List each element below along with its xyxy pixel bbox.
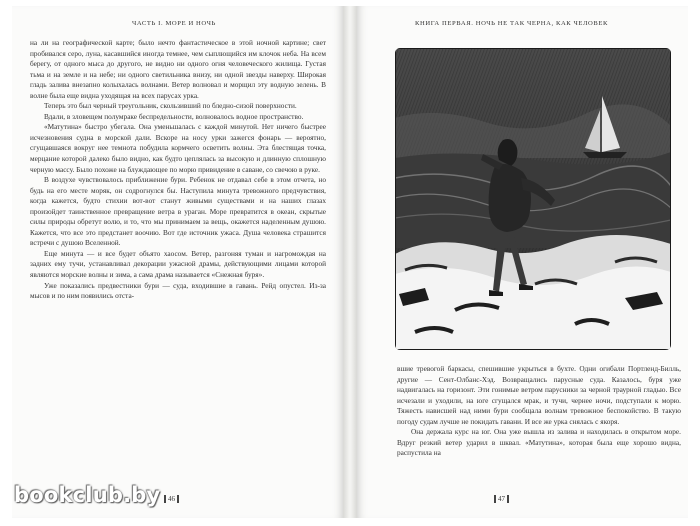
right-page-number — [492, 495, 511, 503]
paragraph: Вдали, в зловещем полумраке беспредельности, волновалось водное пространство. — [44, 111, 304, 121]
paragraph: В воздухе чувствовалось приближение бури. Ребенок не отдавал себе в этом отчета, но будь на его месте моряк, он содрогнулся бы. Наступила минута тревожного предчувствия, когда кажется, будто стихии вот-вот станут живыми существами и на наших глазах произойдет таинственное превращение ветра в ураган. Море превратится в океан, скрытые силы природы обретут волю, и то, что мы принимаем за вещь, окажется наделенным душою. Кажется, что все это предстанет воочию. Вот где источник ужаса. Душа человека страшится встречи с душою Вселенной. — [30, 175, 326, 248]
right-text-block — [397, 364, 681, 459]
page-number-text: 46 — [168, 495, 175, 503]
engraving-illustration — [395, 48, 671, 350]
book-gutter — [343, 6, 357, 518]
folio-rule-left — [494, 495, 496, 503]
right-running-header: КНИГА ПЕРВАЯ. НОЧЬ НЕ ТАК ЧЕРНА, КАК ЧЕЛОВЕК — [415, 20, 609, 27]
paragraph: Она держала курс на юг. Она уже вышла из залива и находилась в открытом море. Вдруг резкий ветер ударил в шквал. «Матутина», которая была еще хорошо видна, распустила на — [397, 427, 681, 458]
paragraph: Еще минута — и все будет объято хаосом. Ветер, разгоняя туман и нагромождая на задних ему тучи, устанавливал декорации ужасной драмы, действующими лицами которой являются морские волны и зима, а сама драма называется «Снежная буря». — [30, 248, 326, 280]
paragraph: Теперь это был черный треугольник, скользивший по бледно-сизой поверхности. — [44, 101, 297, 111]
right-page — [357, 6, 688, 518]
left-running-header: ЧАСТЬ I. МОРЕ И НОЧЬ — [132, 20, 216, 27]
paragraph: на ли на географической карте; было нечто фантастическое в этой ночной картине; свет пробивался серо, луна, касавшийся иногда темнее, чем сыплющийся им клочок неба. На всем берегу, от одного мыса до другого, не видно ни одного огня человеческого жилища. Густая тьма и на земле и на небе; ни одного светильника внизу, ни одной звезды наверху. Широкая гладь залива внезапно колыхалась волнами. Ветер волновал и морщил эту водную зелень. В волне была еще видна уходящая на всех парусах урка. — [30, 38, 326, 100]
left-page-number — [162, 495, 181, 503]
paragraph: Уже показались предвестники бури — суда, входившие в гавань. Рейд опустел. Из-за мысов и по ним появились отста- — [30, 280, 326, 301]
bookclub-watermark: bookclub.by — [14, 483, 161, 507]
folio-rule-left — [164, 495, 166, 503]
left-page — [12, 6, 343, 518]
paragraph: «Матутина» быстро убегала. Она уменьшалась с каждой минутой. Нет ничего быстрее исчезновения судна в морской дали. Вскоре на носу урки зажегся фонарь — вероятно, сгущавшаяся вокруг нее темнота побудила кормчего осветить волны. Эта блестящая точка, мерцание которой далеко было видно, как будто цеплялась за высокую и длинную сплошную черную массу. Было похоже на блуждающее по морю привидение в саване, со свечою в руке. — [30, 122, 326, 174]
folio-rule-right — [177, 495, 179, 503]
page-number-text: 47 — [498, 495, 505, 503]
paragraph: вшие тревогой баркасы, спешившие укрыться в бухте. Одни огибали Портленд-Билль, другие — Сент-Олбанс-Хэд. Возвращались парусные суда. Казалось, буря уже надвигалась на горизонт. Эти гонимые ветром парусники за черной траурной гладью. Все исчезали и уходили, на юге сгущался мрак, и тучи, чернее ночи, подступали к морю. Тяжесть нависшей над ними бури сообщала волнам тревожное беспокойство. В такую погоду судам лучше не покидать гавани. И все же урка снялась с якоря. — [397, 364, 681, 426]
folio-rule-right — [507, 495, 509, 503]
left-text-block — [30, 38, 326, 302]
